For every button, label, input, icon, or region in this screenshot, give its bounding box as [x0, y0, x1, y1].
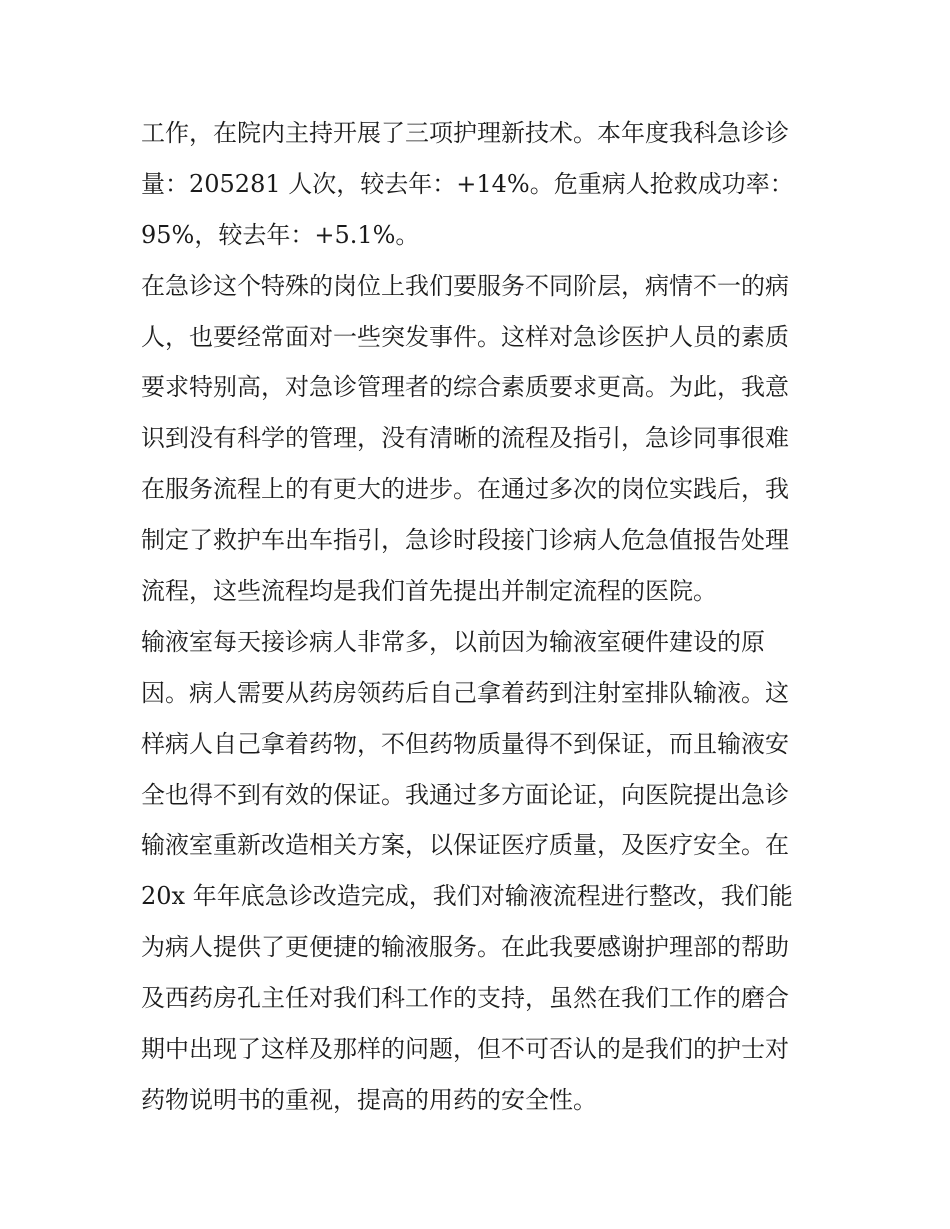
text-line: 因。病人需要从药房领药后自己拿着药到注射室排队输液。这	[141, 678, 789, 707]
text-line: 为病人提供了更便捷的输液服务。在此我要感谢护理部的帮助	[141, 933, 789, 962]
text-line: 在急诊这个特殊的岗位上我们要服务不同阶层，病情不一的病	[141, 271, 789, 300]
text-line: 工作，在院内主持开展了三项护理新技术。本年度我科急诊诊	[141, 119, 789, 147]
text-line: 在服务流程上的有更大的进步。在通过多次的岗位实践后，我	[141, 475, 789, 504]
text-line: 期中出现了这样及那样的问题，但不可否认的是我们的护士对	[141, 1035, 789, 1064]
text-line: 人，也要经常面对一些突发事件。这样对急诊医护人员的素质	[141, 322, 789, 351]
text-line: 量：205281 人次，较去年：+14%。危重病人抢救成功率：	[141, 169, 794, 198]
text-line: 输液室每天接诊病人非常多，以前因为输液室硬件建设的原	[141, 627, 765, 656]
text-line: 及西药房孔主任对我们科工作的支持，虽然在我们工作的磨合	[141, 984, 789, 1013]
text-line: 识到没有科学的管理，没有清晰的流程及指引，急诊同事很难	[141, 424, 789, 453]
text-line: 输液室重新改造相关方案，以保证医疗质量，及医疗安全。在	[141, 831, 789, 860]
text-line: 药物说明书的重视，提高的用药的安全性。	[141, 1085, 597, 1114]
text-line: 样病人自己拿着药物，不但药物质量得不到保证，而且输液安	[141, 729, 789, 758]
body-text	[141, 108, 813, 1126]
text-line: 20x 年年底急诊改造完成，我们对输液流程进行整改，我们能	[141, 882, 793, 911]
text-line: 制定了救护车出车指引，急诊时段接门诊病人危急值报告处理	[141, 526, 789, 555]
text-line: 95%，较去年：+5.1%。	[141, 220, 420, 249]
text-line: 要求特别高，对急诊管理者的综合素质要求更高。为此，我意	[141, 373, 789, 402]
text-line: 全也得不到有效的保证。我通过多方面论证，向医院提出急诊	[141, 780, 789, 809]
text-line: 流程，这些流程均是我们首先提出并制定流程的医院。	[141, 577, 717, 606]
